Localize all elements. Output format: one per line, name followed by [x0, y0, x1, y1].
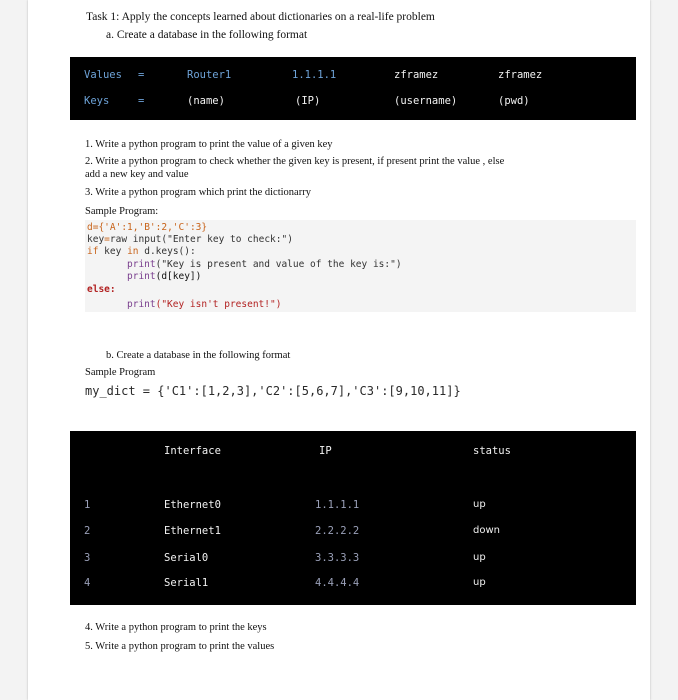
value-ip: 1.1.1.1: [292, 69, 337, 81]
sample-code-block: [85, 220, 636, 312]
code-line-else: else:: [87, 284, 116, 295]
row-interface: Ethernet1: [164, 525, 221, 537]
question-2-continued: add a new key and value: [85, 169, 189, 180]
header-ip: IP: [319, 445, 332, 457]
row-interface: Serial1: [164, 577, 209, 589]
code-line-print-value: print(d[key]): [127, 271, 202, 282]
row-ip: 3.3.3.3: [315, 552, 360, 564]
part-b-heading: b. Create a database in the following format: [106, 350, 291, 361]
key-pwd: (pwd): [498, 95, 530, 107]
question-2: 2. Write a python program to check whether the given key is present, if present print the value , else: [85, 156, 505, 167]
row-interface: Serial0: [164, 552, 209, 564]
row-interface: Ethernet0: [164, 499, 221, 511]
code-line-print-missing: print("Key isn't present!"): [127, 299, 282, 310]
task-title: Task 1: Apply the concepts learned about dictionaries on a real-life problem: [86, 11, 435, 23]
interface-table: [70, 431, 636, 605]
code-line-print-present: print("Key is present and value of the key is:"): [127, 259, 402, 270]
values-equals: =: [138, 69, 145, 81]
sample-program-b-label: Sample Program: [85, 367, 156, 378]
row-ip: 2.2.2.2: [315, 525, 360, 537]
header-interface: Interface: [164, 445, 221, 457]
question-4: 4. Write a python program to print the keys: [85, 622, 267, 633]
key-name: (name): [187, 95, 225, 107]
header-status: status: [473, 445, 511, 457]
values-label: Values: [84, 69, 122, 81]
value-pwd: zframez: [498, 69, 543, 81]
code-line-input: key=raw input("Enter key to check:"): [87, 234, 293, 245]
row-status: up: [473, 577, 486, 588]
question-1: 1. Write a python program to print the value of a given key: [85, 139, 333, 150]
row-status: up: [473, 499, 486, 510]
row-status: up: [473, 552, 486, 563]
dict-sample-code: my_dict = {'C1':[1,2,3],'C2':[5,6,7],'C3':[9,10,11]}: [85, 384, 461, 398]
row-number: 3: [84, 552, 91, 564]
dictionary-format-table: [70, 57, 636, 120]
keys-equals: =: [138, 95, 145, 107]
key-username: (username): [394, 95, 458, 107]
value-username: zframez: [394, 69, 439, 81]
keys-label: Keys: [84, 95, 110, 107]
question-3: 3. Write a python program which print the dictionarry: [85, 187, 311, 198]
code-line-dict: d={'A':1,'B':2,'C':3}: [87, 222, 208, 233]
row-ip: 1.1.1.1: [315, 499, 360, 511]
part-a-heading: a. Create a database in the following format: [106, 29, 308, 41]
code-line-if: if key in d.keys():: [87, 246, 196, 257]
row-number: 4: [84, 577, 91, 589]
row-number: 1: [84, 499, 91, 511]
key-ip: (IP): [295, 95, 321, 107]
document-page: [28, 0, 650, 700]
row-number: 2: [84, 525, 91, 537]
value-router: Router1: [187, 69, 232, 81]
sample-program-label: Sample Program:: [85, 206, 159, 217]
row-status: down: [473, 525, 500, 536]
row-ip: 4.4.4.4: [315, 577, 360, 589]
question-5: 5. Write a python program to print the values: [85, 641, 275, 652]
